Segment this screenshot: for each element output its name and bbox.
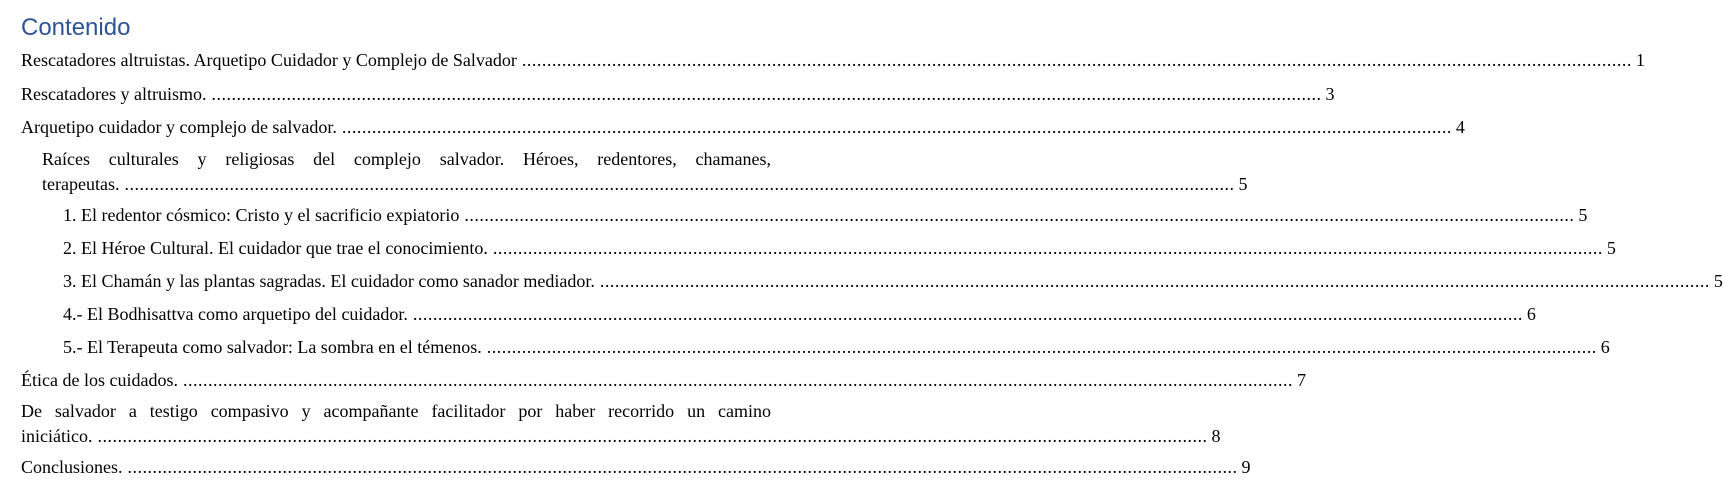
toc-page-number: 7 [1296,370,1306,390]
toc-page-number: 5 [1238,174,1248,194]
toc-entry[interactable] [21,399,1221,449]
dot-leader: .............................................................................................................................................................................................................................. [97,426,1208,446]
toc-entry[interactable] [63,334,1610,360]
toc-entry-line2 [42,171,1248,197]
toc-heading: Contenido [21,14,131,41]
toc-entry[interactable] [63,202,1588,228]
toc-entry-title: 2. El Héroe Cultural. El cuidador que trae el conocimiento. [63,238,488,258]
toc-entry-title: Rescatadores altruistas. Arquetipo Cuidador y Complejo de Salvador [21,50,517,70]
toc-entry-title: 4.- El Bodhisattva como arquetipo del cuidador. [63,304,408,324]
toc-entry-title-line1: De salvador a testigo compasivo y acompañante facilitador por haber recorrido un camino [21,401,771,421]
toc-page-number: 5 [1713,271,1723,291]
toc-entry-title-line2: terapeutas. [42,174,120,194]
toc-entry-line2 [21,423,1221,449]
dot-leader: .............................................................................................................................................................................................................................. [341,117,1452,137]
dot-leader: .............................................................................................................................................................................................................................. [211,84,1322,104]
toc-entry[interactable] [21,81,1335,107]
toc-entry-title-line1: Raíces culturales y religiosas del complejo salvador. Héroes, redentores, chamanes, [42,149,771,169]
toc-page-number: 4 [1455,117,1465,137]
dot-leader: .............................................................................................................................................................................................................................. [521,50,1632,70]
dot-leader: .............................................................................................................................................................................................................................. [412,304,1523,324]
dot-leader: .............................................................................................................................................................................................................................. [464,205,1575,225]
toc-page-number: 5 [1606,238,1616,258]
dot-leader: .............................................................................................................................................................................................................................. [599,271,1710,291]
toc-page-number: 9 [1241,457,1251,477]
toc-entry[interactable] [21,114,1465,140]
toc-entry-title-line2: iniciático. [21,426,93,446]
dot-leader: .............................................................................................................................................................................................................................. [492,238,1603,258]
toc-page-number: 5 [1578,205,1588,225]
toc-entry-title: Rescatadores y altruismo. [21,84,207,104]
toc-page-number: 8 [1211,426,1221,446]
toc-entry[interactable] [21,454,1251,480]
dot-leader: .............................................................................................................................................................................................................................. [124,174,1235,194]
toc-page-number: 1 [1635,50,1645,70]
toc-entry-title: Arquetipo cuidador y complejo de salvador. [21,117,337,137]
toc-entry-title: Conclusiones. [21,457,123,477]
toc-entry[interactable] [63,268,1723,294]
dot-leader: .............................................................................................................................................................................................................................. [182,370,1293,390]
toc-entry-title: 3. El Chamán y las plantas sagradas. El cuidador como sanador mediador. [63,271,595,291]
toc-page-number: 3 [1325,84,1335,104]
toc-entry-title: Ética de los cuidados. [21,370,178,390]
toc-entry[interactable] [63,301,1536,327]
toc-entry[interactable] [21,47,1645,73]
toc-page-number: 6 [1600,337,1610,357]
toc-page-number: 6 [1526,304,1536,324]
toc-entry[interactable] [42,147,1248,197]
toc-entry-title: 1. El redentor cósmico: Cristo y el sacrificio expiatorio [63,205,460,225]
dot-leader: .............................................................................................................................................................................................................................. [127,457,1238,477]
dot-leader: .............................................................................................................................................................................................................................. [486,337,1597,357]
toc-entry[interactable] [21,367,1306,393]
toc-entry[interactable] [63,235,1616,261]
toc-entry-title: 5.- El Terapeuta como salvador: La sombra en el témenos. [63,337,482,357]
